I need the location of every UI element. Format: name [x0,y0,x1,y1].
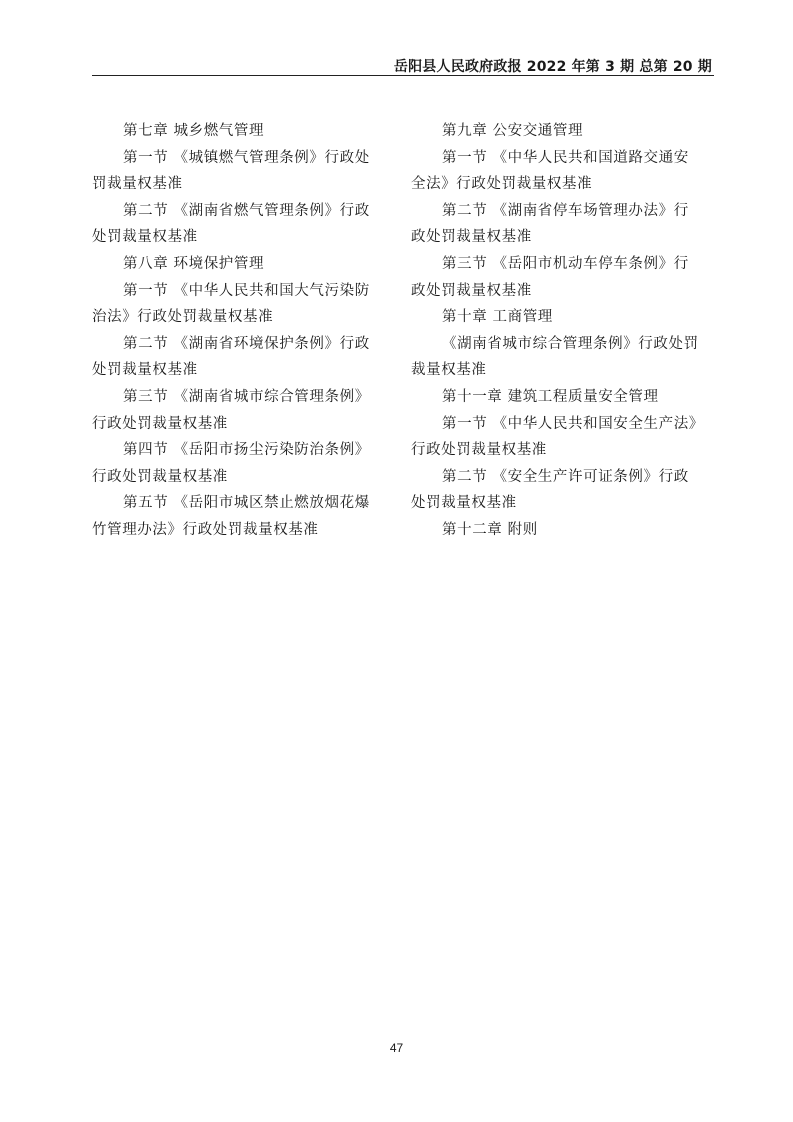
toc-line: 第九章 公安交通管理 [442,123,584,139]
toc-line: 行政处罚裁量权基准 [92,468,228,485]
toc-line: 治法》行政处罚裁量权基准 [92,309,274,326]
toc-line: 罚裁量权基准 [92,176,183,193]
toc-line: 行政处罚裁量权基准 [92,415,228,432]
toc-line: 第二节 《湖南省环境保护条例》行政 [123,335,370,352]
toc-line: 裁量权基准 [411,362,487,379]
toc-line: 第一节 《中华人民共和国安全生产法》 [442,415,704,432]
toc-line: 处罚裁量权基准 [411,495,517,512]
toc-line: 处罚裁量权基准 [92,229,198,246]
toc-line: 行政处罚裁量权基准 [411,442,547,459]
toc-line: 《湖南省城市综合管理条例》行政处罚 [442,335,699,352]
toc-line: 第四节 《岳阳市扬尘污染防治条例》 [123,442,370,459]
toc-line: 全法》行政处罚裁量权基准 [411,176,593,193]
toc-line: 第三节 《岳阳市机动车停车条例》行 [442,255,689,272]
page-number: 47 [389,1041,404,1055]
toc-line: 政处罚裁量权基准 [411,229,532,246]
toc-line: 第三节 《湖南省城市综合管理条例》 [123,388,370,405]
toc-line: 第二节 《安全生产许可证条例》行政 [442,468,689,485]
toc-line: 第十一章 建筑工程质量安全管理 [442,388,659,405]
toc-line: 第十章 工商管理 [442,309,553,326]
left-column [92,118,384,544]
toc-line: 第七章 城乡燃气管理 [123,123,265,139]
header-title: 岳阳县人民政府政报 2022 年第 3 期 总第 20 期 [393,59,712,75]
toc-line: 第十二章 附则 [442,521,538,538]
toc-line: 第二节 《湖南省燃气管理条例》行政 [123,202,370,219]
toc-line: 第二节 《湖南省停车场管理办法》行 [442,202,689,219]
toc-line: 第八章 环境保护管理 [123,255,265,272]
header-rule [92,75,714,76]
toc-line: 第五节 《岳阳市城区禁止燃放烟花爆 [123,495,370,512]
toc-line: 政处罚裁量权基准 [411,282,532,299]
toc-line: 第一节 《中华人民共和国道路交通安 [442,149,689,166]
toc-line: 第一节 《中华人民共和国大气污染防 [123,282,370,299]
page-header [92,56,714,76]
toc-line: 处罚裁量权基准 [92,362,198,379]
right-column [411,118,714,544]
toc-line: 第一节 《城镇燃气管理条例》行政处 [123,149,370,166]
toc-line: 竹管理办法》行政处罚裁量权基准 [92,521,319,538]
